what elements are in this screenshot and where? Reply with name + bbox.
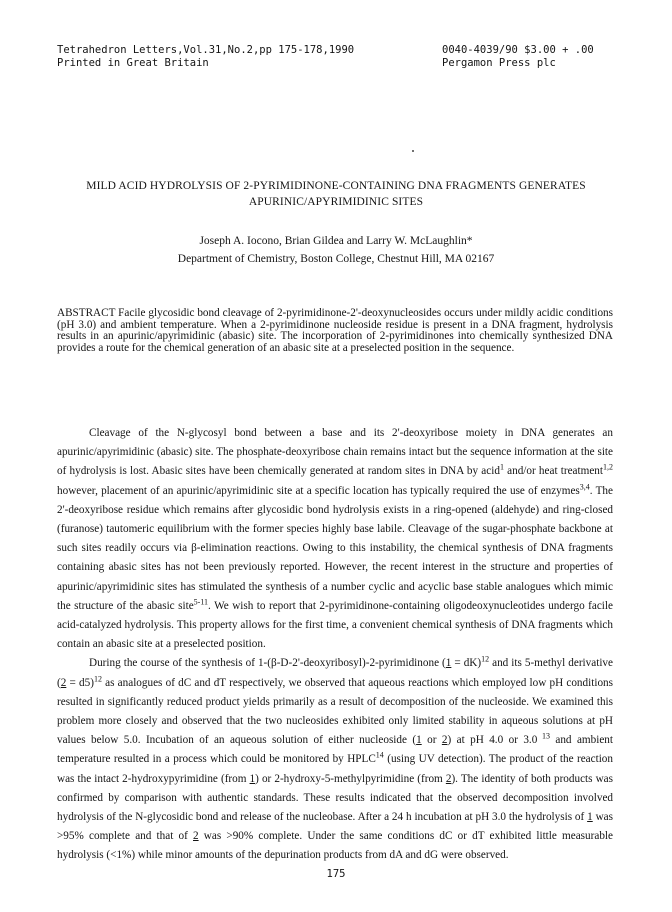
text-run: ) or 2-hydroxy-5-methylpyrimidine (from: [255, 772, 446, 785]
authors: Joseph A. Iocono, Brian Gildea and Larry W. McLaughlin*: [199, 235, 473, 247]
citation-sup: 1: [499, 462, 504, 472]
abstract: ABSTRACT Facile glycosidic bond cleavage of 2-pyrimidinone-2'-deoxynucleosides occurs under mildly acidic conditions (pH 3.0) and ambient temperature. When a 2-pyrimidinone nucleoside residue is present in a DNA fragment, hydrolysis results in an apurinic/apyrimidinic (abasic) site. The incorporation of 2-pyrimidinones into chemically synthesized DNA provides a route for the chemical generation of an abasic site at a preselected position in the sequence.: [57, 307, 613, 354]
citation-sup: 13: [537, 731, 550, 741]
page-number: 175: [326, 868, 346, 880]
text-run: During the course of the synthesis of 1-(β-D-2'-deoxyribosyl)-2-pyrimidinone (: [89, 657, 446, 670]
text-run: ). The identity of both products was confirmed by comparison with authentic standards. These results indicated that the observed decomposition involved hydrolysis of the N-glycosidic bond and release of the nucleobase. After a 24 h incubation at pH 3.0 the hydrolysis of: [57, 772, 614, 824]
journal-header-right: [442, 44, 594, 70]
compound-number: 1: [416, 734, 422, 747]
compound-number: 1: [445, 657, 452, 670]
compound-number: 2: [193, 830, 199, 843]
citation-sup: 12: [481, 654, 490, 664]
text-run: and its 5-methyl derivative (: [57, 657, 613, 689]
text-run: Cleavage of the N-glycosyl bond between a base and its 2'-deoxyribose moiety in DNA generates an apurinic/apyrimidinic (abasic) site. The phosphate-deoxyribose chain remains intact but the sequence information at the site of hydrolysis is lost. Abasic sites have been chemically generated at random sites in DNA by acid: [57, 427, 613, 478]
text-run: was >95% complete and that of: [57, 811, 613, 843]
body-text: [57, 424, 613, 866]
text-run: as analogues of dC and dT respectively, we observed that aqueous reactions which employed low pH conditions resulted in significantly reduced product yields primarily as a result of decomposition of the nucleoside. We examined this problem more closely and observed that the two nucleosides exhibited only limited stability in aqueous solutions at pH values below 5.0. Incubation of an aqueous solution of either nucleoside (: [57, 676, 613, 747]
text-run: or: [421, 734, 442, 747]
text-run: and/or heat treatment: [503, 465, 603, 478]
author-block: [0, 232, 672, 268]
text-run: = d5): [66, 676, 94, 689]
journal-header-left: [57, 44, 354, 70]
citation-sup: 14: [375, 750, 384, 760]
text-run: was >90% complete. Under the same conditions dC or dT exhibited little measurable hydrolysis (<1%) while minor amounts of the depurination products from dA and dG were observed.: [57, 830, 613, 862]
title-line-2: APURINIC/APYRIMIDINIC SITES: [248, 196, 424, 208]
affiliation: Department of Chemistry, Boston College, Chestnut Hill, MA 02167: [177, 253, 495, 265]
journal-citation: Tetrahedron Letters,Vol.31,No.2,pp 175-178,1990: [57, 44, 355, 56]
compound-number: 2: [445, 772, 452, 785]
citation-sup: 5-11: [193, 597, 209, 607]
text-run: . The 2'-deoxyribose residue which remains after glycosidic bond hydrolysis exists in a ring-opened (aldehyde) and ring-closed (furanose) tautomeric equilibrium with the former species highly base labile. Cleavage of the sugar-phosphate backbone at such sites readily occurs via β-elimination reactions. Owing to this instability, the chemical synthesis of DNA fragments containing abasic sites has not been previously reported. However, the recent interest in the structure and properties of apurinic/apyrimidinic sites has stimulated the synthesis of a number cyclic and acyclic base stable analogues which mimic the structure of the abasic site: [57, 484, 613, 612]
compound-number: 1: [587, 811, 593, 824]
text-run: however, placement of an apurinic/apyrimidinic site at a specific location has typically required the use of enzymes: [57, 484, 580, 497]
text-run: ) at pH 4.0 or 3.0: [447, 734, 538, 747]
compound-number: 1: [249, 772, 256, 785]
title-line-1: MILD ACID HYDROLYSIS OF 2-PYRIMIDINONE-CONTAINING DNA FRAGMENTS GENERATES: [86, 180, 586, 192]
text-run: and ambient temperature resulted in a process which could be monitored by HPLC: [57, 734, 613, 766]
text-run: . We wish to report that 2-pyrimidinone-containing oligodeoxynucleotides undergo facile acid-catalyzed hydrolysis. This property allows for the first time, a convenient chemical synthesis of DNA fragments which contain an abasic site at a preselected position.: [57, 599, 613, 651]
publisher: Pergamon Press plc: [442, 57, 556, 69]
citation-sup: 12: [93, 673, 102, 683]
compound-number: 2: [60, 676, 67, 689]
citation-sup: 1,2: [603, 462, 613, 472]
paragraph-2: [57, 654, 613, 865]
issn-price: 0040-4039/90 $3.00 + .00: [442, 44, 594, 56]
text-run: = dK): [451, 657, 482, 670]
compound-number: 2: [441, 734, 448, 747]
citation-sup: 3,4: [579, 481, 590, 491]
article-title: [0, 178, 672, 210]
speck-mark: [412, 150, 414, 152]
paragraph-1: [57, 424, 613, 654]
printed-in: Printed in Great Britain: [57, 57, 209, 69]
text-run: (using UV detection). The product of the reaction was the intact 2-hydroxypyrimidine (from: [57, 753, 613, 785]
